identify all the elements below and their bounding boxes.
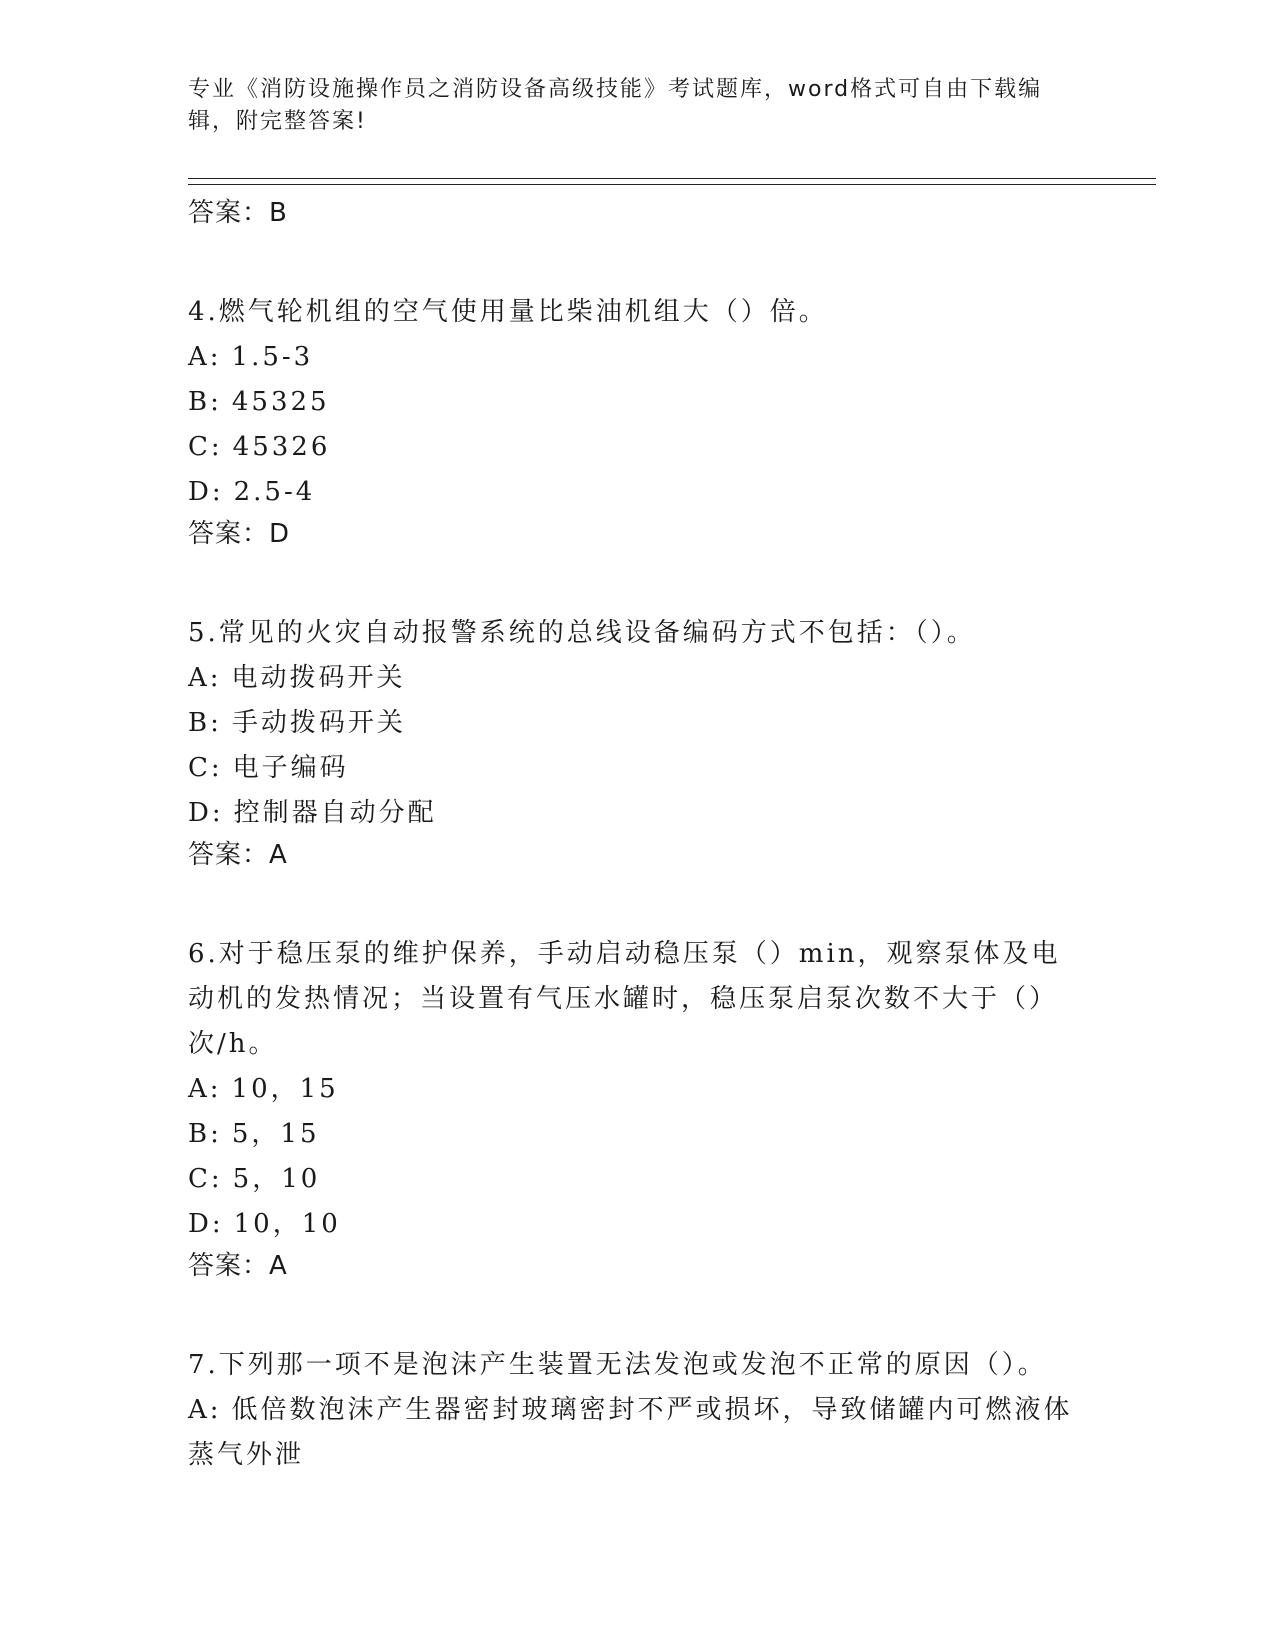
option-text: 10，10 xyxy=(233,1209,341,1239)
option-item xyxy=(188,380,1088,425)
option-letter: B: xyxy=(188,387,222,417)
answer-line: 答案：B xyxy=(188,198,288,228)
option-text: 2.5-4 xyxy=(233,477,316,507)
option-letter: D: xyxy=(188,798,224,828)
option-text: 手动拨码开关 xyxy=(231,708,406,738)
option-item xyxy=(188,791,1088,836)
question-block xyxy=(188,932,1088,1283)
option-text: 5，10 xyxy=(232,1164,321,1194)
option-letter: B: xyxy=(188,708,222,738)
answer-line: 答案：D xyxy=(188,519,291,549)
question-text: 5.常见的火灾自动报警系统的总线设备编码方式不包括：（）。 xyxy=(188,618,976,648)
answer-line: 答案：A xyxy=(188,840,288,870)
option-item xyxy=(188,1067,1088,1112)
question-text: 6.对于稳压泵的维护保养，手动启动稳压泵（）min，观察泵体及电动机的发热情况；当设置有气压水罐时，稳压泵启泵次数不大于（）次/h。 xyxy=(188,939,1061,1059)
document-header: 专业《消防设施操作员之消防设备高级技能》考试题库，word格式可自由下载编辑，附完整答案! xyxy=(188,77,1043,134)
option-item xyxy=(188,1202,1088,1247)
option-letter: D: xyxy=(188,477,224,507)
option-letter: B: xyxy=(188,1119,222,1149)
option-letter: A: xyxy=(188,1074,222,1104)
option-letter: C: xyxy=(188,753,223,783)
question-block xyxy=(188,1343,1088,1478)
option-letter: A: xyxy=(188,1395,222,1425)
option-letter: C: xyxy=(188,1164,223,1194)
question-text: 7.下列那一项不是泡沫产生装置无法发泡或发泡不正常的原因（）。 xyxy=(188,1350,1047,1380)
option-item xyxy=(188,1112,1088,1157)
option-letter: A: xyxy=(188,663,222,693)
option-text: 45325 xyxy=(231,387,330,417)
answer-line: 答案：A xyxy=(188,1251,288,1281)
option-text: 1.5-3 xyxy=(231,342,314,372)
option-item xyxy=(188,656,1088,701)
option-item xyxy=(188,1157,1088,1202)
option-item xyxy=(188,1388,1088,1478)
question-text: 4.燃气轮机组的空气使用量比柴油机组大（）倍。 xyxy=(188,297,828,327)
option-letter: A: xyxy=(188,342,222,372)
option-text: 控制器自动分配 xyxy=(233,798,437,828)
header-rule-bottom xyxy=(188,184,1156,185)
option-letter: D: xyxy=(188,1209,224,1239)
option-text: 低倍数泡沫产生器密封玻璃密封不严或损坏，导致储罐内可燃液体蒸气外泄 xyxy=(188,1395,1073,1470)
header-rule-top xyxy=(188,178,1156,179)
option-item xyxy=(188,746,1088,791)
option-text: 10，15 xyxy=(231,1074,339,1104)
option-item xyxy=(188,425,1088,470)
document-content xyxy=(188,192,1088,1478)
option-item xyxy=(188,470,1088,515)
option-text: 电动拨码开关 xyxy=(231,663,406,693)
option-item xyxy=(188,701,1088,746)
question-block xyxy=(188,611,1088,872)
option-text: 45326 xyxy=(232,432,331,462)
option-item xyxy=(188,335,1088,380)
question-block xyxy=(188,290,1088,551)
option-text: 电子编码 xyxy=(232,753,349,783)
option-text: 5，15 xyxy=(231,1119,320,1149)
option-letter: C: xyxy=(188,432,223,462)
